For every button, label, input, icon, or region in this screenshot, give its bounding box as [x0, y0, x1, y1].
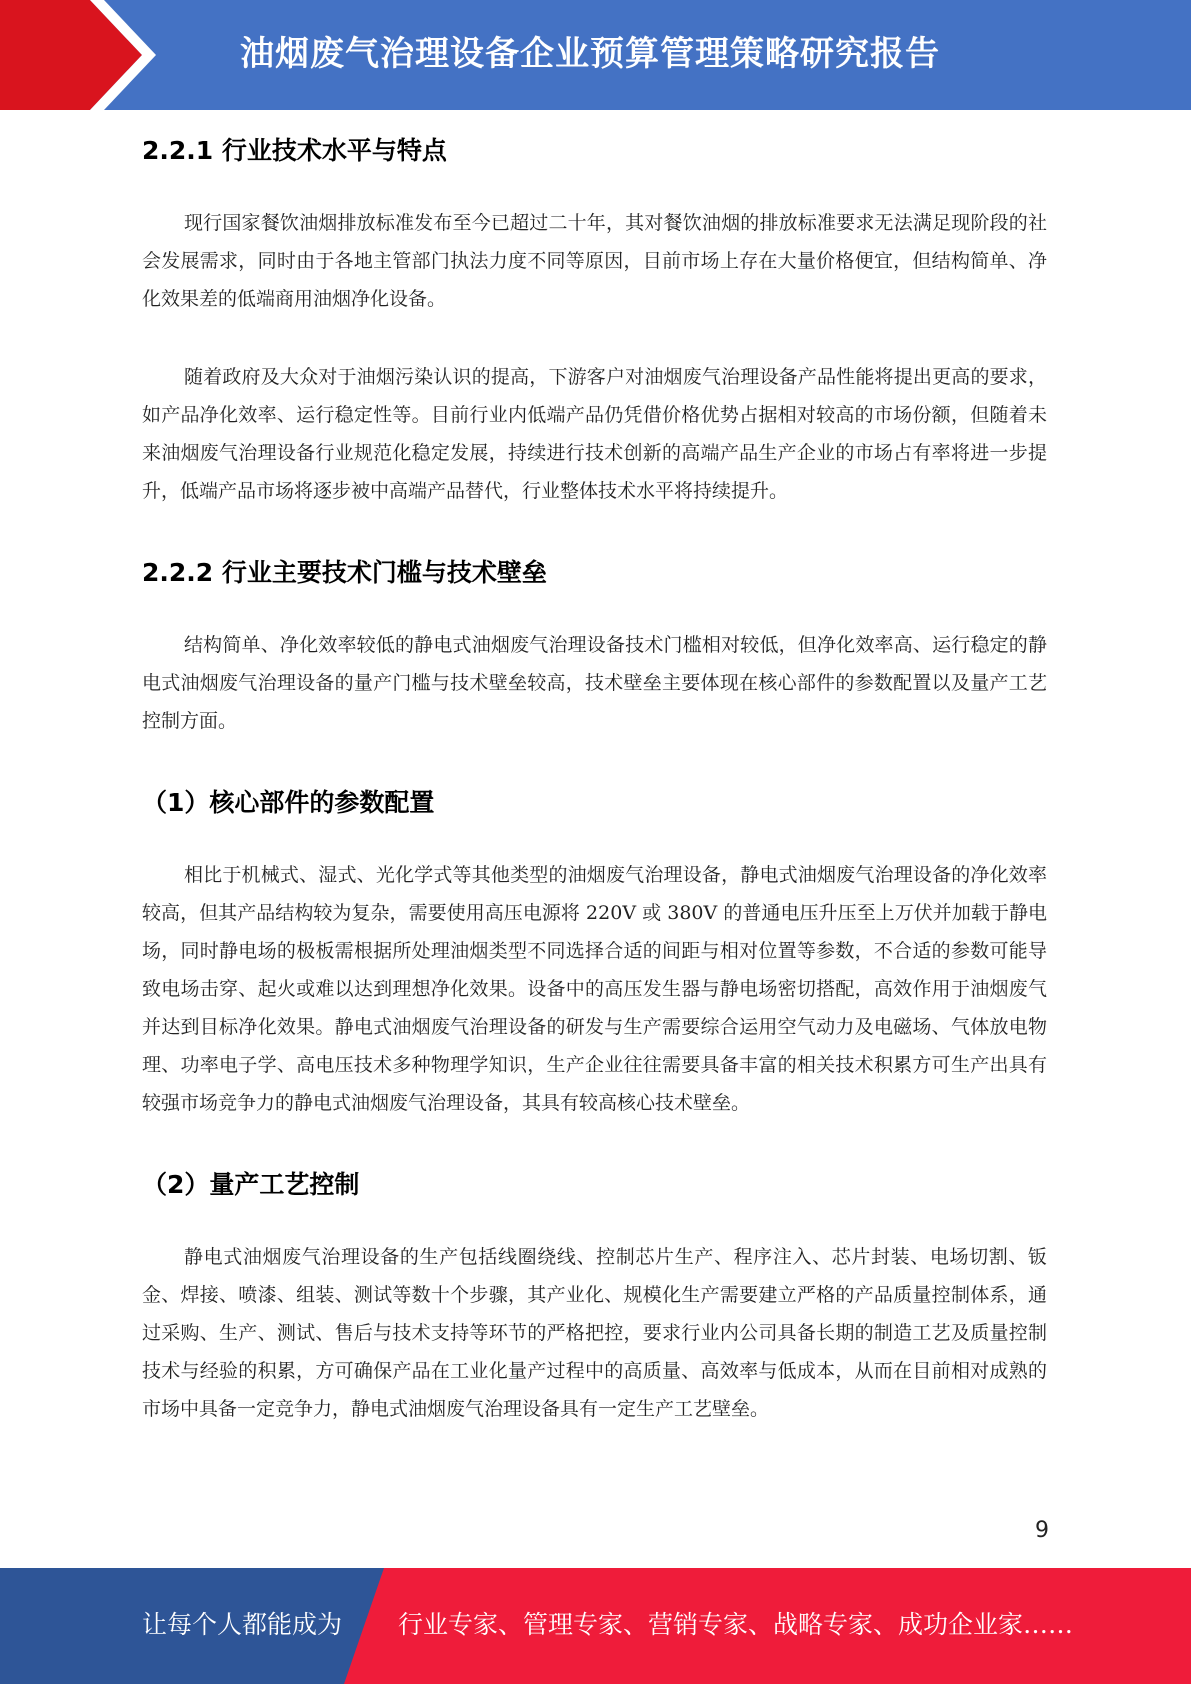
paragraph: 相比于机械式、湿式、光化学式等其他类型的油烟废气治理设备，静电式油烟废气治理设备的净化效率较高，但其产品结构较为复杂，需要使用高压电源将 220V 或 380V 的普通电压升压至上万伏并加载于静电场，同时静电场的极板需根据所处理油烟类型不同选择合适的间距与相对位置等参数，不合适的参数可能导致电场击穿、起火或难以达到理想净化效果。设备中的高压发生器与静电场密切搭配，高效作用于油烟废气并达到目标净化效果。静电式油烟废气治理设备的研发与生产需要综合运用空气动力及电磁场、气体放电物理、功率电子学、高电压技术多种物理学知识，生产企业往往需要具备丰富的相关技术积累方可生产出具有较强市场竞争力的静电式油烟废气治理设备，其具有较高核心技术壁垒。 [142, 864, 1047, 1114]
header-arrow-decoration [0, 0, 160, 110]
subheading-core-components: （1）核心部件的参数配置 [142, 788, 435, 817]
document-body [142, 118, 1047, 1428]
subheading-mass-production: （2）量产工艺控制 [142, 1170, 360, 1199]
page-number: 9 [1035, 1518, 1049, 1543]
header-title: 油烟废气治理设备企业预算管理策略研究报告 [240, 34, 940, 74]
footer-slogan-left: 让每个人都能成为 [142, 1610, 343, 1639]
paragraph: 静电式油烟废气治理设备的生产包括线圈绕线、控制芯片生产、程序注入、芯片封装、电场切割、钣金、焊接、喷漆、组装、测试等数十个步骤，其产业化、规模化生产需要建立严格的产品质量控制体系，通过采购、生产、测试、售后与技术支持等环节的严格把控，要求行业内公司具备长期的制造工艺及质量控制技术与经验的积累，方可确保产品在工业化量产过程中的高质量、高效率与低成本，从而在目前相对成熟的市场中具备一定竞争力，静电式油烟废气治理设备具有一定生产工艺壁垒。 [142, 1246, 1047, 1420]
page-header [0, 0, 1191, 110]
paragraph: 现行国家餐饮油烟排放标准发布至今已超过二十年，其对餐饮油烟的排放标准要求无法满足现阶段的社会发展需求，同时由于各地主管部门执法力度不同等原因，目前市场上存在大量价格便宜，但结构简单、净化效果差的低端商用油烟净化设备。 [142, 212, 1047, 310]
paragraph: 结构简单、净化效率较低的静电式油烟废气治理设备技术门槛相对较低，但净化效率高、运行稳定的静电式油烟废气治理设备的量产门槛与技术壁垒较高，技术壁垒主要体现在核心部件的参数配置以及量产工艺控制方面。 [142, 634, 1047, 732]
section-heading-2-2-2: 2.2.2 行业主要技术门槛与技术壁垒 [142, 558, 547, 587]
page-footer [0, 1568, 1191, 1684]
footer-slogan-right: 行业专家、管理专家、营销专家、战略专家、成功企业家…… [398, 1610, 1074, 1639]
paragraph: 随着政府及大众对于油烟污染认识的提高，下游客户对油烟废气治理设备产品性能将提出更高的要求，如产品净化效率、运行稳定性等。目前行业内低端产品仍凭借价格优势占据相对较高的市场份额，但随着未来油烟废气治理设备行业规范化稳定发展，持续进行技术创新的高端产品生产企业的市场占有率将进一步提升，低端产品市场将逐步被中高端产品替代，行业整体技术水平将持续提升。 [142, 366, 1047, 502]
section-heading-2-2-1: 2.2.1 行业技术水平与特点 [142, 136, 447, 165]
